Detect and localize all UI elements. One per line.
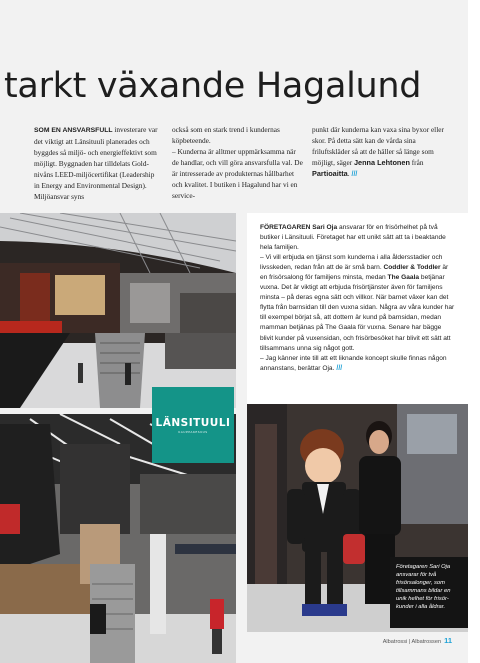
sidebar-paragraph: ansvarar för en frisörhelhet på två butiker i Länsituuli. Företaget har ett unikt sätt att ta i beaktande hela familjen. bbox=[260, 224, 446, 252]
page-footer bbox=[383, 636, 452, 645]
end-mark: /// bbox=[351, 171, 358, 178]
page-headline: tarkt växande Hagalund bbox=[4, 66, 422, 106]
company-name: Partioaitta bbox=[312, 169, 348, 178]
page-number: 11 bbox=[444, 636, 452, 645]
person-name: Jenna Lehtonen bbox=[353, 158, 410, 167]
article-lead-in: SOM EN ANSVARSFULL bbox=[34, 127, 113, 134]
article-text: investerare var det viktigt att Länsituuli planerades och byggdes så miljö- och energieffektivt som möjligt. Byggnaden har tilldelats Gold-nivåns LEED-miljöcertifikat (Leadership in Energy and Environmental Design). Miljöansvar syns bbox=[34, 125, 158, 201]
article-column-1 bbox=[34, 124, 160, 202]
sidebar-paragraph: – Jag känner inte till att ett liknande koncept skulle finnas någon annanstans, berättar Oja. bbox=[260, 354, 447, 372]
logo-subtitle: KAUPPAKESKUS bbox=[178, 429, 208, 434]
article-column-3 bbox=[312, 124, 448, 180]
photo-caption: Företagaren Sari Oja ansvarar för två frisörsalonger, som tillsammans bildar en unik helhet för frisörkunder i alla åldrar. bbox=[390, 557, 468, 628]
sidebar-paragraph: betjänar vuxna. Det är viktigt att erbjuda frisörtjänster även för familjens minsta – på deras egna sätt och villkor. När barnet växer kan det flytta från barnsidan till den vuxna sidan. Några av våra kunder har till exempel börjat så, att dottern är kund på barnsidan, medan mamman betjänas på The Gaala för vuxna. Senare har bägge blivit kunder på vuxensidan, och frisörbesöket har blivit ett sätt att tillsammans unna sig något gott. bbox=[260, 274, 455, 352]
article-text: – Kunderna är alltmer uppmärksamma när de handlar, och vill göra ansvarsfulla val. De är intresserade av produkternas hållbarhet och kvalitet. I butiken i Hagalund har vi en service- bbox=[172, 147, 303, 200]
end-mark: /// bbox=[336, 364, 343, 372]
logo-wordmark: LÄNSITUULI bbox=[155, 416, 231, 429]
entrepreneur-sidebar bbox=[247, 213, 468, 404]
lansituuli-logo bbox=[152, 387, 234, 463]
brand-name: The Gaala bbox=[387, 274, 420, 282]
article-column-2 bbox=[172, 124, 304, 201]
brand-name: Coddler & Toddler bbox=[383, 264, 441, 272]
sidebar-paragraph: – Vi vill erbjuda en tjänst som kunderna i alla åldersstadier och livsskeden, redan från att de är små barn. bbox=[260, 254, 443, 272]
mall-interior-photo bbox=[0, 213, 236, 408]
sidebar-paragraph: är en frisörsalong för familjens minsta, medan bbox=[260, 264, 449, 282]
sidebar-text bbox=[260, 223, 456, 374]
article-text: från bbox=[409, 158, 424, 167]
article-text: punkt där kunderna kan vaxa sina byxor eller skor. På detta sätt kan de vårda sina friluftskläder så att de häller så länge som möjligt, säger bbox=[312, 125, 444, 167]
publication-name: Albatrossi | Albatrossen bbox=[382, 639, 442, 645]
sidebar-lead-in: FÖRETAGAREN Sari Oja bbox=[260, 224, 338, 231]
article-text: också som en stark trend i kundernas köpbeteende. bbox=[172, 125, 280, 145]
article-text: . bbox=[347, 169, 350, 178]
